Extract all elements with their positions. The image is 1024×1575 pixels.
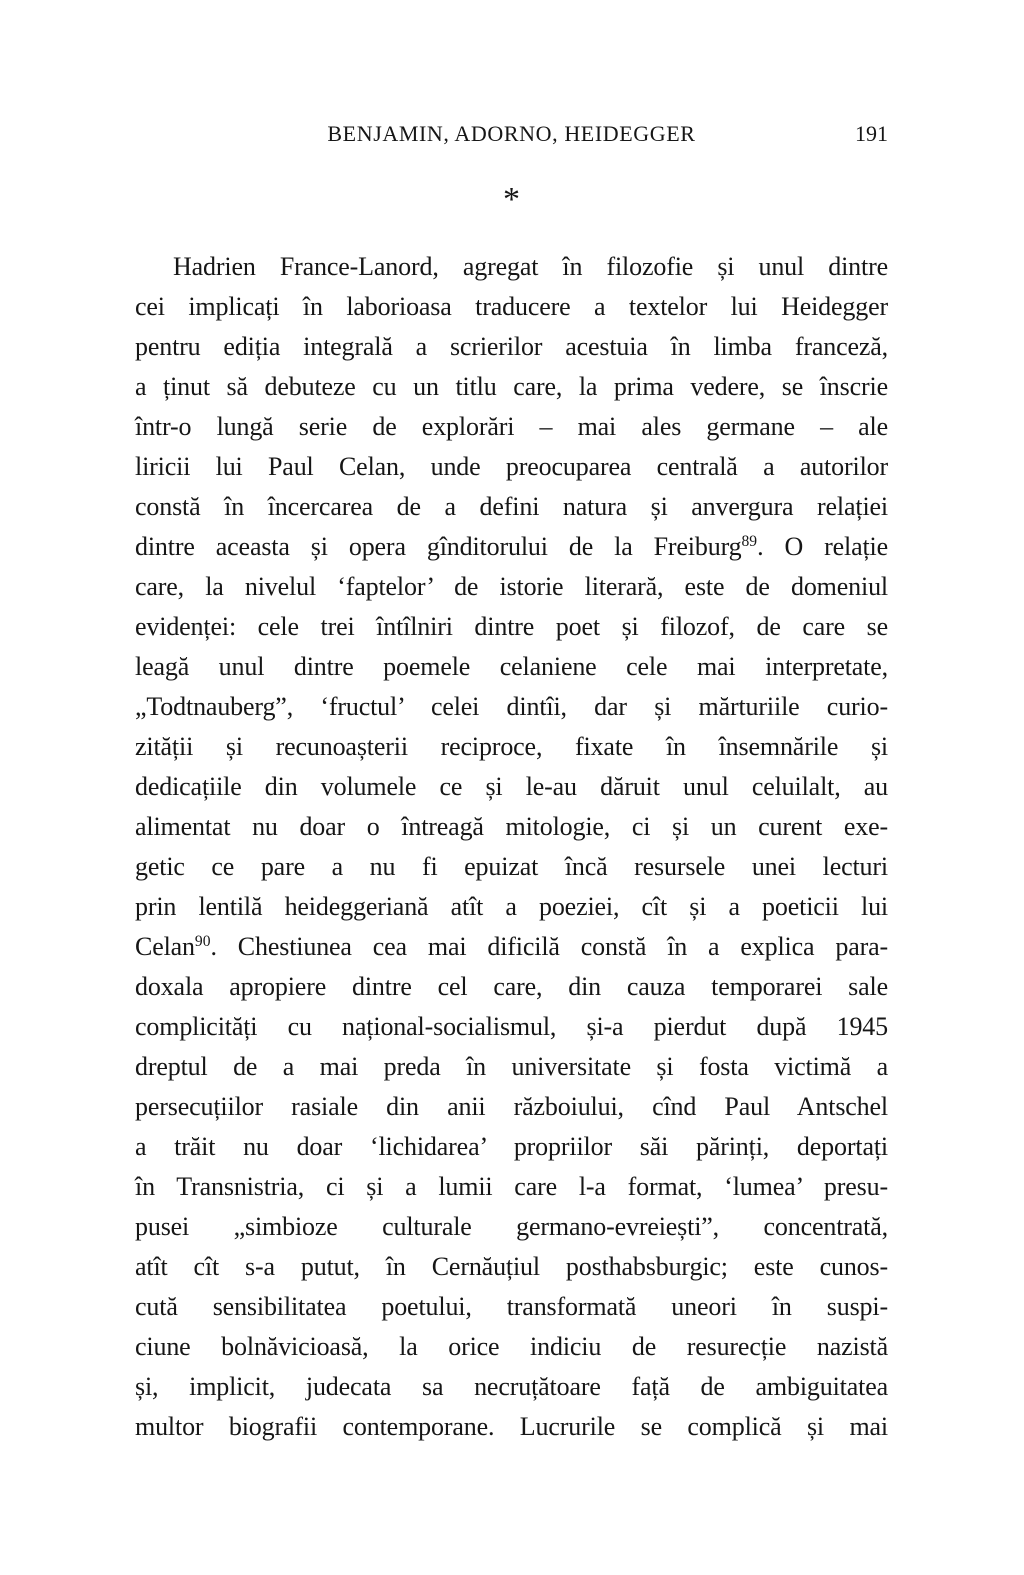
text-line: Celan$^{90}$. Chestiunea cea mai dificilă constă în a explica para- — [135, 932, 888, 961]
text-line: dedicațiile din volumele ce și le-au dăruit unul celuilalt, au — [135, 772, 888, 801]
text-line: leagă unul dintre poemele celaniene cele mai interpretate, — [135, 652, 888, 681]
text-line: multor biografii contemporane. Lucrurile se complică și mai — [135, 1412, 888, 1441]
text-line: a trăit nu doar ‘lichidarea’ propriilor săi părinți, deportați — [135, 1132, 888, 1161]
text-line: alimentat nu doar o întreagă mitologie, ci și un curent exe- — [135, 812, 888, 841]
text-line: liricii lui Paul Celan, unde preocuparea centrală a autorilor — [135, 452, 888, 481]
running-header — [135, 121, 888, 149]
body-text — [135, 247, 888, 1447]
section-divider-asterisk: * — [503, 181, 520, 218]
text-line: cută sensibilitatea poetului, transformată uneori în suspi- — [135, 1292, 888, 1321]
header-title: BENJAMIN, ADORNO, HEIDEGGER — [327, 121, 696, 146]
text-line: care, la nivelul ‘faptelor’ de istorie literară, este de domeniul — [135, 572, 888, 601]
text-line: prin lentilă heideggeriană atît a poeziei, cît și a poeticii lui — [135, 892, 888, 921]
text-line: cei implicați în laborioasa traducere a textelor lui Heidegger — [135, 292, 888, 321]
text-line: complicități cu național-socialismul, și-a pierdut după 1945 — [135, 1012, 888, 1041]
text-line: doxala apropiere dintre cel care, din cauza temporarei sale — [135, 972, 888, 1001]
text-line: getic ce pare a nu fi epuizat încă resursele unei lecturi — [135, 852, 888, 881]
footnote-reference: 90 — [194, 933, 211, 951]
text-line: și, implicit, judecata sa necruțătoare față de ambiguitatea — [135, 1372, 888, 1401]
text-line: pusei „simbioze culturale germano-evreiești”, concentrată, — [135, 1212, 888, 1241]
text-line: zității și recunoașterii reciproce, fixate în însemnările și — [135, 732, 888, 761]
text-line: ciune bolnăvicioasă, la orice indiciu de resurecție nazistă — [135, 1332, 888, 1361]
text-line: a ținut să debuteze cu un titlu care, la prima vedere, se înscrie — [135, 372, 888, 401]
text-line: „Todtnauberg”, ‘fructul’ celei dintîi, dar și mărturiile curio- — [135, 692, 888, 721]
text-line: dintre aceasta și opera gînditorului de la Freiburg$^{89}$. O relație — [135, 532, 888, 561]
text-line: persecuțiilor rasiale din anii războiului, cînd Paul Antschel — [135, 1092, 888, 1121]
text-line: dreptul de a mai preda în universitate și fosta victimă a — [135, 1052, 888, 1081]
text-line: într-o lungă serie de explorări – mai ales germane – ale — [135, 412, 888, 441]
text-line: pentru ediția integrală a scrierilor acestuia în limba franceză, — [135, 332, 888, 361]
text-line: constă în încercarea de a defini natura și anvergura relației — [135, 492, 888, 521]
text-line: în Transnistria, ci și a lumii care l-a format, ‘lumea’ presu- — [135, 1172, 888, 1201]
footnote-reference: 89 — [741, 533, 758, 551]
text-line: evidenței: cele trei întîlniri dintre poet și filozof, de care se — [135, 612, 888, 641]
text-line: Hadrien France-Lanord, agregat în filozofie și unul dintre — [173, 252, 888, 281]
page-number: 191 — [855, 121, 888, 146]
text-line: atît cît s-a putut, în Cernăuțiul posthabsburgic; este cunos- — [135, 1252, 888, 1281]
